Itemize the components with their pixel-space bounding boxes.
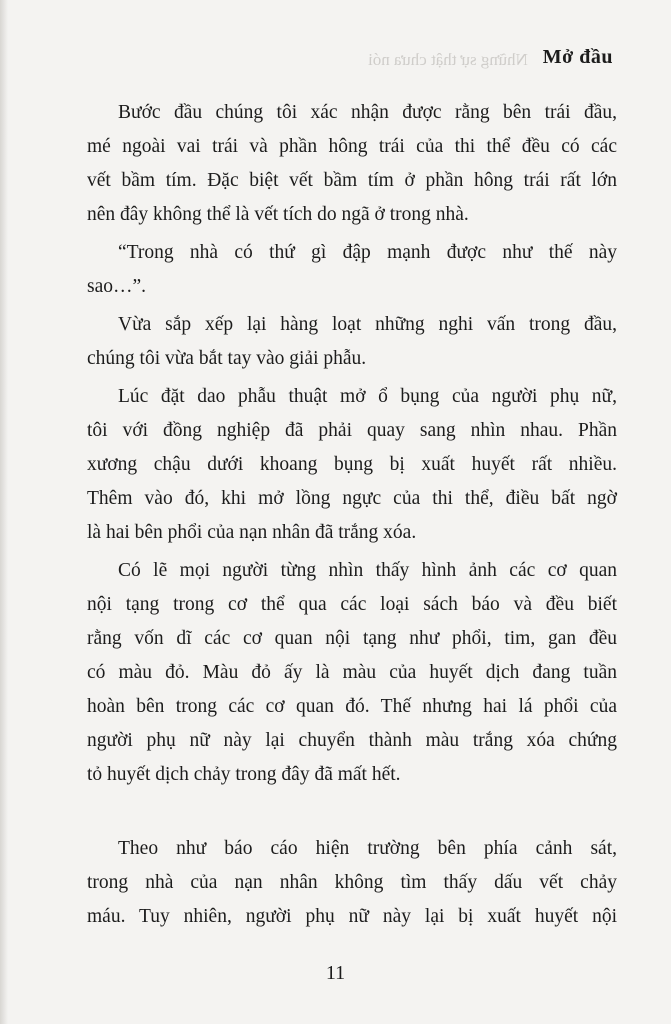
text-line: Thêm vào đó, khi mở lồng ngực của thi thể, điều bất ngờ (87, 488, 617, 509)
text-line: chúng tôi vừa bắt tay vào giải phẫu. (87, 348, 367, 369)
text-line: hoàn bên trong các cơ quan đó. Thế nhưng hai lá phổi của (87, 696, 617, 717)
text-line: Theo như báo cáo hiện trường bên phía cảnh sát, (118, 838, 617, 859)
text-line: Lúc đặt dao phẫu thuật mở ổ bụng của người phụ nữ, (118, 386, 617, 407)
text-line: xương chậu dưới khoang bụng bị xuất huyết rất nhiều. (87, 454, 617, 475)
text-line: rằng vốn dĩ các cơ quan nội tạng như phổi, tim, gan đều (87, 628, 617, 649)
text-line: người phụ nữ này lại chuyển thành màu trắng xóa chứng (87, 730, 617, 751)
text-line: “Trong nhà có thứ gì đập mạnh được như thế này (118, 242, 617, 263)
text-line: sao…”. (87, 276, 147, 297)
page-number: 11 (325, 962, 346, 984)
text-line: trong nhà của nạn nhân không tìm thấy dấu vết chảy (87, 872, 617, 893)
page-edge-shadow (0, 0, 8, 1024)
text-line: Có lẽ mọi người từng nhìn thấy hình ảnh các cơ quan (118, 560, 617, 581)
running-header: Mở đầu (542, 46, 613, 68)
text-line: Vừa sắp xếp lại hàng loạt những nghi vấn trong đầu, (118, 314, 617, 335)
text-line: tỏ huyết dịch chảy trong đây đã mất hết. (87, 764, 401, 785)
text-line: nên đây không thể là vết tích do ngã ở trong nhà. (87, 204, 469, 225)
text-line: nội tạng trong cơ thể qua các loại sách báo và đều biết (87, 594, 617, 615)
text-line: mé ngoài vai trái và phần hông trái của thi thể đều có các (87, 136, 617, 157)
text-line: Bước đầu chúng tôi xác nhận được rằng bên trái đầu, (118, 102, 617, 123)
text-line: là hai bên phổi của nạn nhân đã trắng xóa. (87, 522, 417, 543)
text-line: có màu đỏ. Màu đỏ ấy là màu của huyết dịch đang tuần (87, 662, 617, 683)
bleed-through-text: Những sự thật chưa nói (368, 50, 528, 69)
text-line: máu. Tuy nhiên, người phụ nữ này lại bị xuất huyết nội (87, 906, 617, 927)
text-line: vết bầm tím. Đặc biệt vết bầm tím ở phần hông trái rất lớn (87, 170, 617, 191)
text-line: tôi với đồng nghiệp đã phải quay sang nhìn nhau. Phần (87, 420, 617, 441)
